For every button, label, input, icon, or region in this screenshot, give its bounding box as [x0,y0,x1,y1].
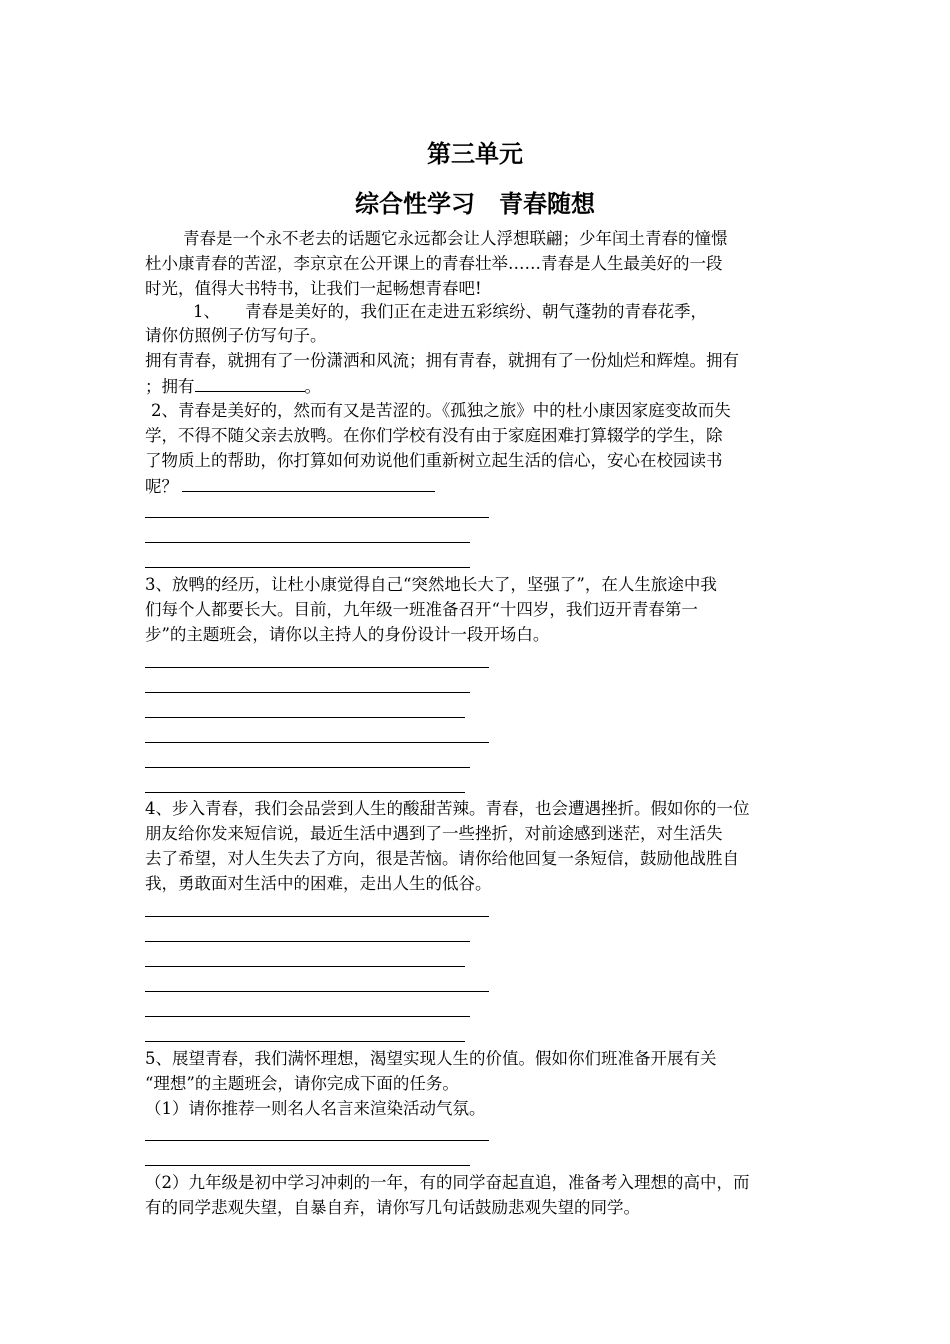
q1-text: 青春是美好的，我们正在走进五彩缤纷、朝气蓬勃的青春花季， [245,302,707,321]
answer-line[interactable] [145,1165,470,1166]
answer-line[interactable] [145,767,470,768]
q4-line: 我，勇敢面对生活中的困难，走出人生的低谷。 [145,874,492,893]
q1-line: 拥有青春，就拥有了一份潇洒和风流；拥有青春，就拥有了一份灿烂和辉煌。拥有 [145,351,739,370]
section-heading: 综合性学习 青春随想 [355,190,595,218]
q5-line: “理想”的主题班会，请你完成下面的任务。 [145,1074,459,1093]
answer-line[interactable] [145,792,465,793]
answer-line[interactable] [145,517,489,518]
q1-prefix: ；拥有 [145,377,195,396]
answer-line[interactable] [145,916,489,917]
q1-suffix: 。 [304,377,321,396]
intro-line: 杜小康青春的苦涩，李京京在公开课上的青春壮举……青春是人生最美好的一段 [145,254,723,273]
unit-heading: 第三单元 [427,140,523,168]
q1-line: 请你仿照例子仿写句子。 [145,326,327,345]
answer-line[interactable] [145,567,470,568]
answer-line[interactable] [145,1041,465,1042]
q2-line: 了物质上的帮助，你打算如何劝说他们重新树立起生活的信心，安心在校园读书 [145,451,723,470]
q3-line: 们每个人都要长大。目前，九年级一班准备召开“十四岁，我们迈开青春第一 [145,600,698,619]
q3-line: 步”的主题班会，请你以主持人的身份设计一段开场白。 [145,625,550,644]
answer-line[interactable] [145,991,489,992]
answer-line[interactable] [145,941,470,942]
answer-line[interactable] [145,692,470,693]
q5-2-line: （2）九年级是初中学习冲刺的一年，有的同学奋起直追，准备考入理想的高中，而 [145,1173,750,1192]
answer-line[interactable] [145,966,465,967]
answer-line[interactable] [145,667,489,668]
q4-line: 朋友给你发来短信说，最近生活中遇到了一些挫折，对前途感到迷茫，对生活失 [145,824,723,843]
q1-number: 1、 [193,302,220,321]
q2-line [145,476,435,497]
answer-line[interactable] [145,742,489,743]
q2-line: 学，不得不随父亲去放鸭。在你们学校有没有由于家庭困难打算辍学的学生，除 [145,426,723,445]
answer-line[interactable] [145,717,465,718]
q2-answer-blank[interactable] [182,476,435,492]
answer-line[interactable] [145,542,470,543]
answer-line[interactable] [145,1140,489,1141]
q4-line: 去了希望，对人生失去了方向，很是苦恼。请你给他回复一条短信，鼓励他战胜自 [145,849,739,868]
q1-answer-line [145,376,321,397]
q4-line: 4、步入青春，我们会品尝到人生的酸甜苦辣。青春，也会遭遇挫折。假如你的一位 [145,799,750,818]
intro-line: 时光，值得大书特书，让我们一起畅想青春吧! [145,279,482,298]
intro-line: 青春是一个永不老去的话题它永远都会让人浮想联翩；少年闰土青春的憧憬 [183,229,728,248]
q2-line: 2、青春是美好的，然而有又是苦涩的。《孤独之旅》中的杜小康因家庭变故而失 [151,401,731,420]
q3-line: 3、放鸭的经历，让杜小康觉得自己“突然地长大了，坚强了”，在人生旅途中我 [145,575,717,594]
q2-last-text: 呢？ [145,477,178,496]
q5-2-line: 有的同学悲观失望，自暴自弃，请你写几句话鼓励悲观失望的同学。 [145,1198,640,1217]
q5-line: （1）请你推荐一则名人名言来渲染活动气氛。 [145,1099,486,1118]
q1-answer-blank[interactable] [195,376,305,392]
q5-line: 5、展望青春，我们满怀理想，渴望实现人生的价值。假如你们班准备开展有关 [145,1049,717,1068]
answer-line[interactable] [145,1016,470,1017]
